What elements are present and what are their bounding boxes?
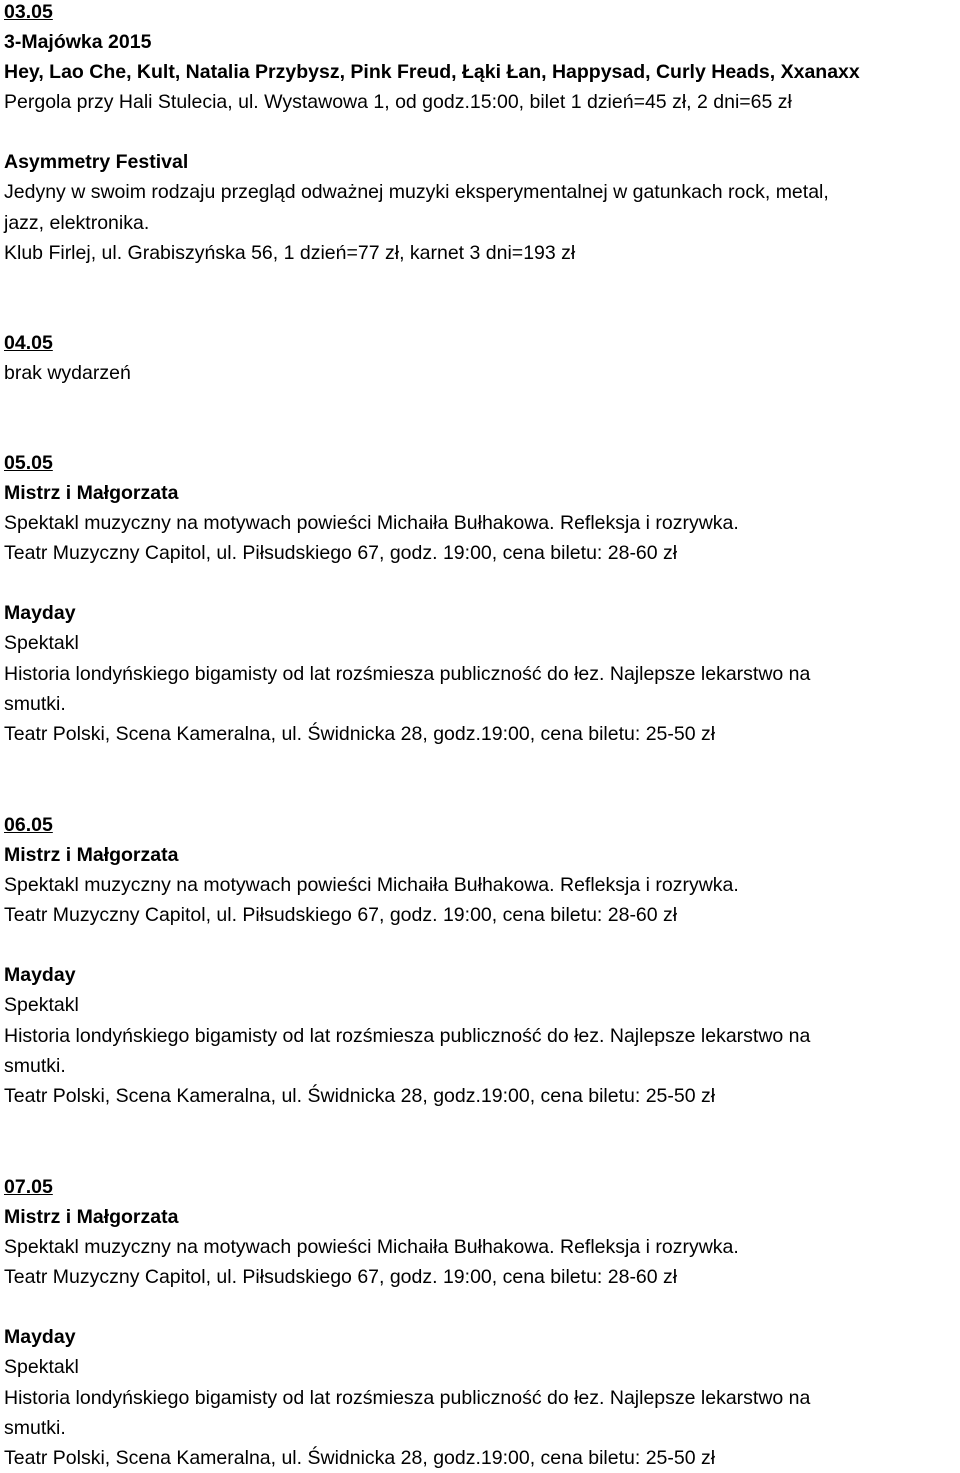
event-line: Teatr Muzyczny Capitol, ul. Piłsudskiego 67, godz. 19:00, cena biletu: 28-60 zł: [4, 542, 678, 564]
date-heading: 05.05: [4, 452, 53, 474]
event-line: Spektakl muzyczny na motywach powieści Michaiła Bułhakowa. Refleksja i rozrywka.: [4, 1236, 739, 1258]
event-line: Historia londyńskiego bigamisty od lat rozśmiesza publiczność do łez. Najlepsze lekarstwo na: [4, 1387, 811, 1409]
event-title: Mayday: [4, 964, 76, 986]
event-line: Spektakl: [4, 1356, 79, 1378]
event-line: Spektakl muzyczny na motywach powieści Michaiła Bułhakowa. Refleksja i rozrywka.: [4, 874, 739, 896]
event-title: Mistrz i Małgorzata: [4, 482, 179, 504]
event-note: brak wydarzeń: [4, 362, 131, 384]
date-heading: 07.05: [4, 1176, 53, 1198]
event-line: smutki.: [4, 1055, 66, 1077]
event-title: Mayday: [4, 1326, 76, 1348]
event-line: Teatr Polski, Scena Kameralna, ul. Świdnicka 28, godz.19:00, cena biletu: 25-50 zł: [4, 1085, 716, 1107]
event-line: Jedyny w swoim rodzaju przegląd odważnej muzyki eksperymentalnej w gatunkach rock, metal,: [4, 181, 829, 203]
event-line: Historia londyńskiego bigamisty od lat rozśmiesza publiczność do łez. Najlepsze lekarstwo na: [4, 663, 811, 685]
event-line: Teatr Polski, Scena Kameralna, ul. Świdnicka 28, godz.19:00, cena biletu: 25-50 zł: [4, 1447, 716, 1469]
event-line: Hey, Lao Che, Kult, Natalia Przybysz, Pink Freud, Łąki Łan, Happysad, Curly Heads, Xxanaxx: [4, 61, 860, 83]
event-line: Teatr Polski, Scena Kameralna, ul. Świdnicka 28, godz.19:00, cena biletu: 25-50 zł: [4, 723, 716, 745]
date-heading: 03.05: [4, 1, 53, 23]
event-line: Teatr Muzyczny Capitol, ul. Piłsudskiego 67, godz. 19:00, cena biletu: 28-60 zł: [4, 1266, 678, 1288]
event-line: Klub Firlej, ul. Grabiszyńska 56, 1 dzień=77 zł, karnet 3 dni=193 zł: [4, 242, 576, 264]
event-line: Spektakl: [4, 994, 79, 1016]
event-line: Teatr Muzyczny Capitol, ul. Piłsudskiego 67, godz. 19:00, cena biletu: 28-60 zł: [4, 904, 678, 926]
event-line: smutki.: [4, 1417, 66, 1439]
date-heading: 04.05: [4, 332, 53, 354]
event-title: Mistrz i Małgorzata: [4, 844, 179, 866]
event-title: Asymmetry Festival: [4, 151, 189, 173]
date-heading: 06.05: [4, 814, 53, 836]
event-line: jazz, elektronika.: [4, 212, 150, 234]
event-title: Mayday: [4, 602, 76, 624]
event-title: Mistrz i Małgorzata: [4, 1206, 179, 1228]
event-line: Pergola przy Hali Stulecia, ul. Wystawowa 1, od godz.15:00, bilet 1 dzień=45 zł, 2 dni=65 zł: [4, 91, 792, 113]
event-line: Historia londyńskiego bigamisty od lat rozśmiesza publiczność do łez. Najlepsze lekarstwo na: [4, 1025, 811, 1047]
event-line: Spektakl muzyczny na motywach powieści Michaiła Bułhakowa. Refleksja i rozrywka.: [4, 512, 739, 534]
event-line: Spektakl: [4, 632, 79, 654]
event-title: 3-Majówka 2015: [4, 31, 152, 53]
event-line: smutki.: [4, 693, 66, 715]
